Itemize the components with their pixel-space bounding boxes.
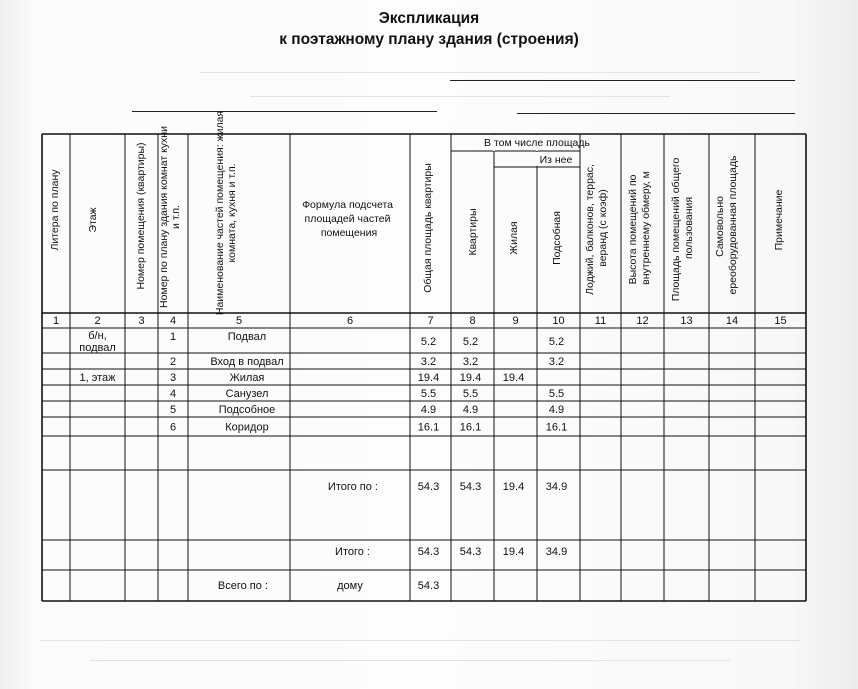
apartment-area: 19.4 — [459, 372, 482, 384]
room-number: 4 — [169, 388, 177, 400]
auxiliary-area: 5.2 — [548, 336, 565, 348]
total-total: 54.3 — [417, 546, 440, 558]
header-common-area: Площадь помещений общего пользования — [670, 157, 695, 302]
room-number: 2 — [169, 356, 177, 368]
header-apartment-number: Номер помещения (квартиры) — [135, 142, 147, 290]
apartment-area: 16.1 — [459, 421, 482, 434]
room-number: 3 — [169, 372, 177, 384]
floor-label: 1, этаж — [79, 372, 116, 384]
column-number: 6 — [346, 315, 354, 327]
header-loggias: Лоджий, балконов, террас, веранд (с коэф) — [584, 164, 609, 295]
grand-total: 54.3 — [417, 580, 440, 592]
total-living: 19.4 — [502, 546, 525, 558]
header-floor: Этаж — [87, 207, 99, 233]
header-apartments: Квартиры — [467, 208, 479, 256]
header-group-area: В том числе площадь — [484, 137, 590, 149]
column-number: 3 — [138, 315, 145, 327]
auxiliary-area: 4.9 — [548, 404, 565, 416]
header-height: Высота помещений по внутреннему обмеру, м — [627, 171, 652, 285]
column-number: 10 — [552, 315, 565, 327]
column-number: 12 — [636, 315, 649, 327]
subtotal-auxiliary: 34.9 — [545, 481, 568, 493]
apartment-area: 4.9 — [462, 404, 479, 416]
total-area: 3.2 — [420, 356, 437, 368]
room-name: Вход в подвал — [210, 356, 284, 368]
auxiliary-area: 16.1 — [545, 421, 568, 434]
header-note: Примечание — [773, 189, 785, 251]
living-area: 19.4 — [502, 372, 525, 384]
subtotal-total: 54.3 — [417, 481, 440, 493]
column-number: 7 — [427, 315, 434, 327]
column-number: 5 — [235, 315, 243, 327]
apartment-area: 5.5 — [462, 388, 479, 400]
room-name: Подвал — [227, 331, 267, 343]
room-name: Санузел — [225, 388, 269, 400]
column-number: 1 — [52, 315, 60, 327]
room-number: 1 — [169, 331, 177, 343]
subtotal-living: 19.4 — [502, 481, 525, 493]
grand-what: дому — [337, 580, 363, 592]
subtotal-label: Итого по : — [327, 481, 378, 493]
subtotal-apartment: 54.3 — [459, 481, 482, 493]
total-auxiliary: 34.9 — [545, 546, 568, 558]
room-number: 5 — [169, 404, 177, 416]
total-label: Итого : — [335, 546, 370, 558]
floor-label: б/н, — [88, 330, 107, 342]
room-name: Подсобное — [218, 404, 276, 416]
header-of-which: Из нее — [539, 154, 573, 166]
total-area: 4.9 — [420, 404, 437, 416]
document-subtitle: к поэтажному плану здания (строения) — [279, 31, 579, 48]
header-auxiliary: Подсобная — [551, 211, 563, 265]
header-litera: Литера по плану — [49, 169, 61, 251]
column-number: 8 — [469, 315, 476, 327]
column-number: 2 — [94, 315, 101, 327]
room-name: Жилая — [229, 372, 265, 384]
header-unauthorized-area: Самовольно ереоборудованная площадь — [714, 155, 739, 295]
column-number: 9 — [512, 315, 519, 327]
document-title: Экспликация — [378, 10, 480, 27]
header-living: Жилая — [508, 221, 520, 255]
room-name: Коридор — [225, 421, 269, 434]
header-room-number: Номер по плану здания комнат кухнии т.п. — [158, 126, 182, 308]
column-number: 4 — [169, 315, 177, 327]
total-area: 5.2 — [420, 336, 437, 348]
header-room-name: Наименование частей помещения: жилаякомната, кухня и т.п. — [214, 110, 238, 316]
column-numbers-row — [53, 315, 787, 327]
column-number: 14 — [725, 315, 739, 327]
apartment-area: 3.2 — [462, 356, 479, 368]
total-apartment: 54.3 — [459, 546, 482, 558]
total-area: 16.1 — [417, 421, 440, 434]
column-number: 11 — [594, 315, 607, 327]
floor-label: подвал — [79, 342, 116, 354]
column-number: 13 — [680, 315, 693, 327]
column-number: 15 — [774, 315, 787, 327]
header-total-area: Общая площадь квартиры — [422, 163, 434, 293]
grand-label: Всего по : — [217, 580, 268, 592]
room-number: 6 — [169, 421, 177, 434]
total-area: 5.5 — [420, 388, 437, 400]
total-area: 19.4 — [417, 372, 440, 384]
auxiliary-area: 5.5 — [548, 388, 565, 400]
apartment-area: 5.2 — [462, 336, 479, 348]
header-formula: Формула подсчета площадей частей помещения — [302, 199, 394, 239]
auxiliary-area: 3.2 — [548, 356, 565, 368]
